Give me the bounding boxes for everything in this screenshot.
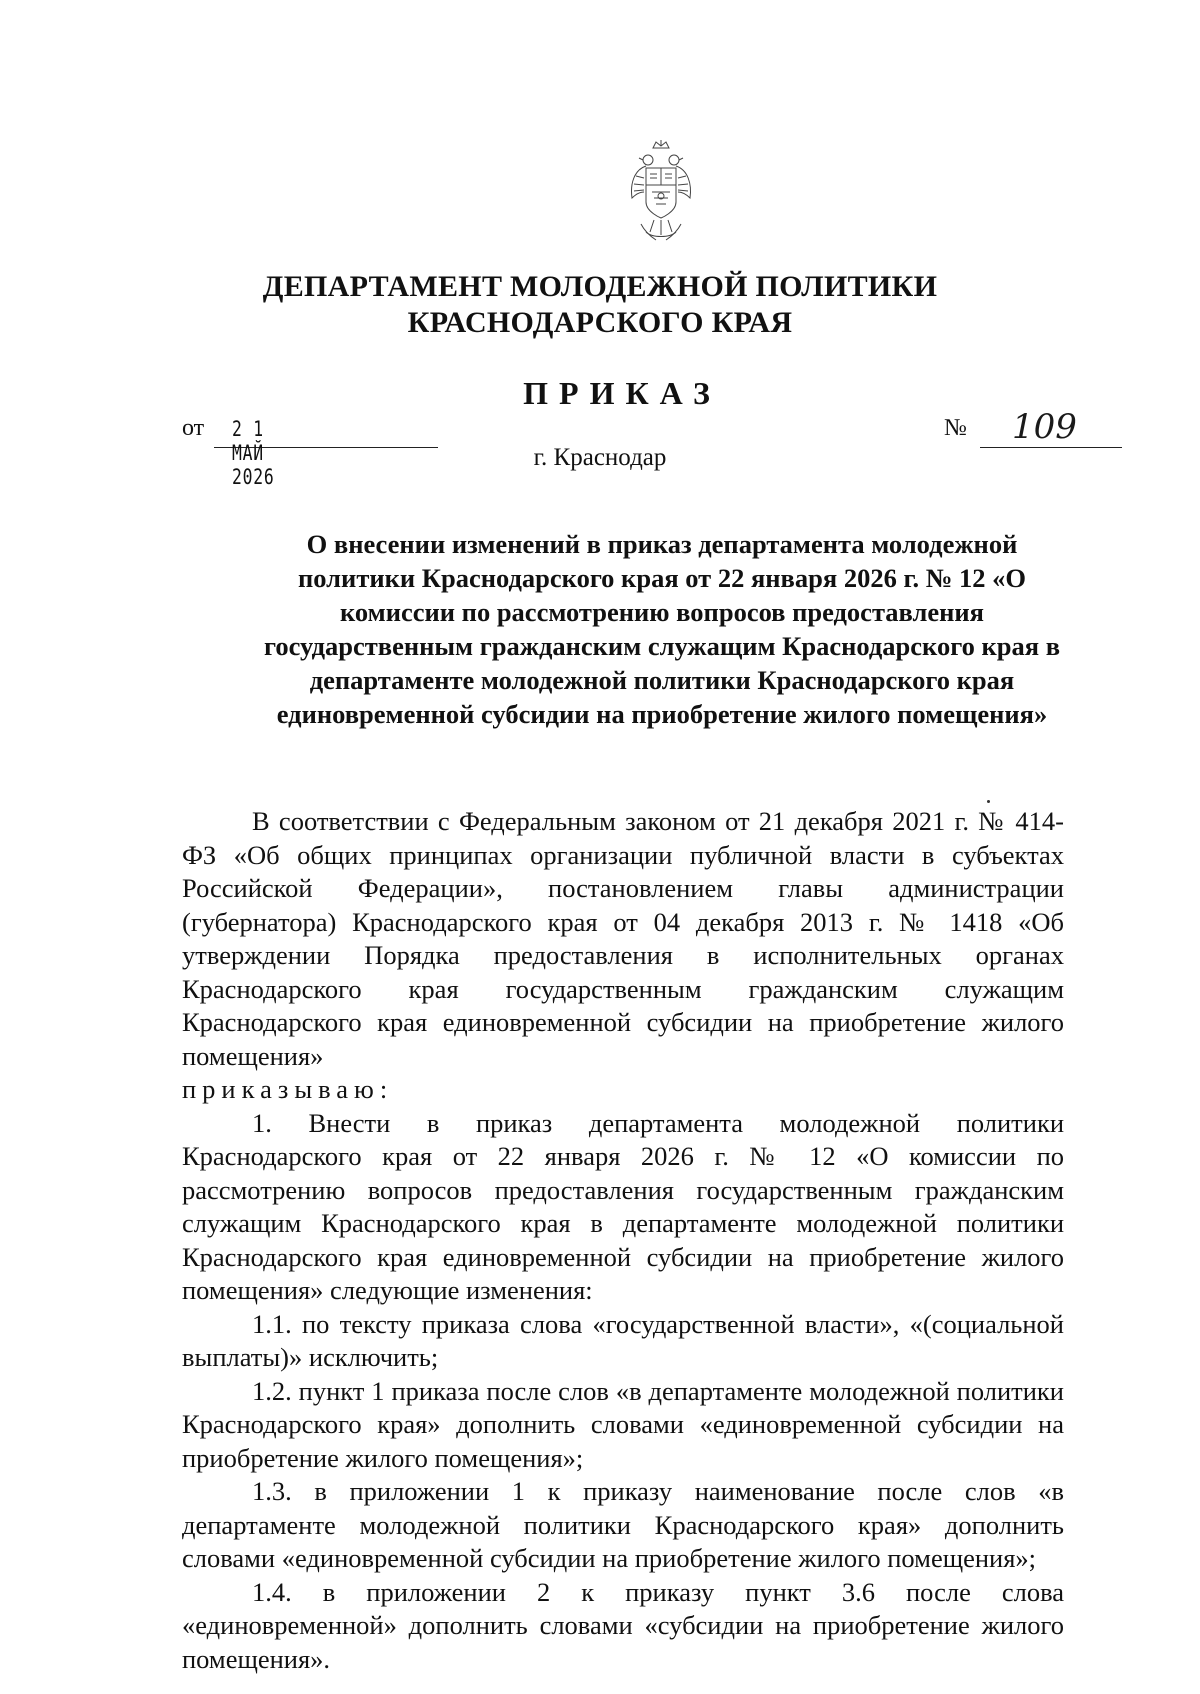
krasnodar-coat-of-arms-icon — [626, 140, 696, 245]
order-subject-title: О внесении изменений в приказ департамента молодежной политики Краснодарского края от 22 января 2026 г. № 12 «О комиссии по рассмотрению вопросов предоставления государственным гражданским служащим Краснодарского края в департаменте молодежной политики Краснодарского края единовременной субсидии на приобретение жилого помещения» — [263, 529, 1061, 729]
handwritten-number: 109 — [1012, 407, 1077, 447]
order-item-1-1: 1.1. по тексту приказа слова «государственной власти», «(социальной выплаты)» исключить; — [182, 1308, 1064, 1372]
city-name: г. Краснодар — [533, 444, 667, 471]
order-verb: приказываю: — [182, 1074, 394, 1104]
order-item-1-4: 1.4. в приложении 2 к приказу пункт 3.6 после слова «единовременной» дополнить словами «субсидии на приобретение жилого помещения». — [182, 1576, 1064, 1674]
date-stamp: 2 1 МАЙ 2026 — [232, 417, 275, 489]
order-item-1-3: 1.3. в приложении 1 к приказу наименование после слов «в департаменте молодежной политики Краснодарского края» дополнить словами «единовременной субсидии на приобретение жилого помещения»; — [182, 1476, 1064, 1573]
date-label: от — [182, 415, 205, 441]
scan-speck — [987, 800, 990, 803]
order-item-1: 1. Внести в приказ департамента молодежной политики Краснодарского края от 22 января 2026 г. № 12 «О комиссии по рассмотрению вопросов предоставления государственным гражданским служащим Краснодарского края в департаменте молодежной политики Краснодарского края единовременной субсидии на приобретение жилого помещения» следующие изменения: — [182, 1107, 1064, 1305]
number-label: № — [944, 415, 967, 441]
order-item-1-2: 1.2. пункт 1 приказа после слов «в департаменте молодежной политики Краснодарского края» дополнить словами «единовременной субсидии на приобретение жилого помещения»; — [182, 1375, 1064, 1473]
order-body — [182, 805, 1064, 1676]
department-name-line-2: КРАСНОДАРСКОГО КРАЯ — [407, 306, 793, 339]
preamble-paragraph: В соответствии с Федеральным законом от 21 декабря 2021 г. № 414-ФЗ «Об общих принципах организации публичной власти в субъектах Российской Федерации», постановлением главы администрации (губернатора) Краснодарского края от 04 декабря 2013 г. № 1418 «Об утверждении Порядка предоставления в исполнительных органах Краснодарского края государственным гражданским служащим Краснодарского края единовременной субсидии на приобретение жилого помещения» — [182, 806, 1064, 1071]
document-type-title: ПРИКАЗ — [523, 375, 721, 411]
department-name-line-1: ДЕПАРТАМЕНТ МОЛОДЕЖНОЙ ПОЛИТИКИ — [262, 270, 938, 303]
